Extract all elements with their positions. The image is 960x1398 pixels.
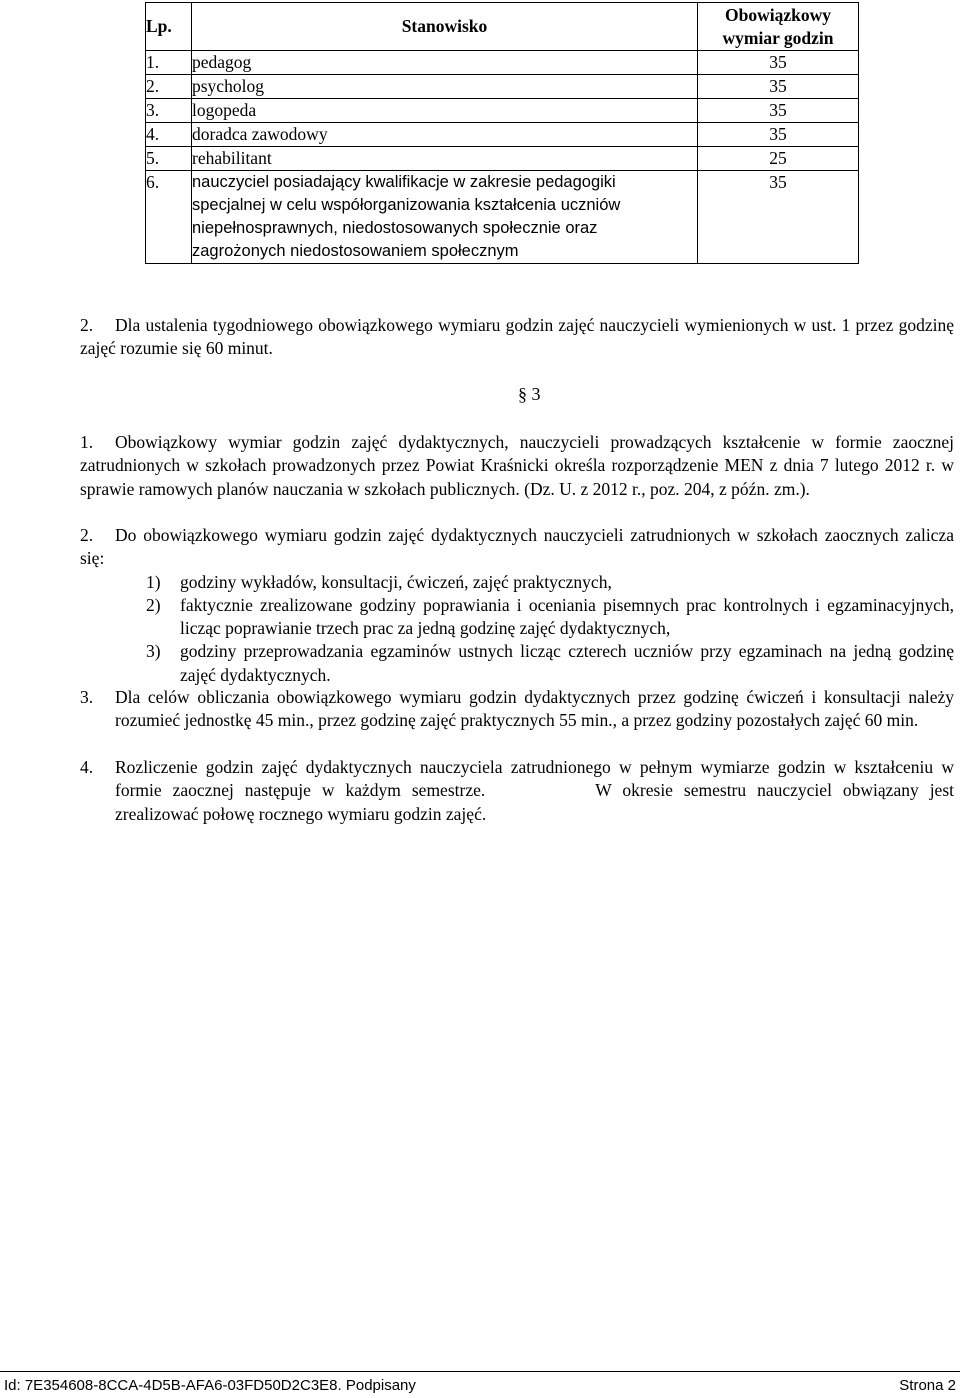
row-godziny: 35 [698,99,859,123]
table-body [146,51,859,264]
header-lp: Lp. [146,3,192,51]
section3-paragraph-2 [80,524,954,687]
list-item-number: 3) [146,641,161,662]
section3-paragraph-4 [80,756,954,826]
table-row [146,123,859,147]
paragraph-text: Dla celów obliczania obowiązkowego wymiaru godzin dydaktycznych przez godzinę ćwiczeń i konsultacji należy rozumieć jednostkę 45 min., przez godzinę zajęć praktycznych 55 min., a przez godziny pozostałych zajęć 60 min. [115,687,954,731]
section3-paragraph-1 [80,431,954,501]
row-stanowisko: rehabilitant [192,147,698,171]
footer-document-id: Id: 7E354608-8CCA-4D5B-AFA6-03FD50D2C3E8. Podpisany [4,1377,416,1394]
row-stanowisko: doradca zawodowy [192,123,698,147]
row-godziny: 35 [698,123,859,147]
row-godziny: 35 [698,171,859,264]
list-item-number: 2) [146,594,161,615]
row-stanowisko: psycholog [192,75,698,99]
section3-paragraph-3 [80,686,954,733]
row-godziny: 25 [698,147,859,171]
list-item [80,640,954,687]
header-wymiar: Obowiązkowy wymiar godzin [698,3,859,51]
table-row [146,99,859,123]
header-stanowisko: Stanowisko [192,3,698,51]
list-item [80,594,954,641]
paragraph-number: 2. [80,315,94,335]
paragraph-2-ust [80,314,954,361]
table-row [146,171,859,264]
row-lp: 5. [146,147,192,171]
paragraph-number: 3. [80,687,94,707]
paragraph-text-b: W okresie semestru nauczyciel obwiązany jest zrealizować połowę rocznego wymiaru godzin zajęć. [115,780,954,824]
paragraph-number: 4. [80,757,94,777]
paragraph-intro [80,524,954,571]
row-lp: 1. [146,51,192,75]
list-item-text: godziny przeprowadzania egzaminów ustnych licząc czterech uczniów przy egzaminach na jedną godzinę zajęć dydaktycznych. [180,641,954,685]
paragraph-text-a: Rozliczenie godzin zajęć dydaktycznych nauczyciela zatrudnionego w pełnym wymiarze godzin w kształceniu w formie zaocznej następuje w każdym semestrze. [115,757,954,801]
section-heading: § 3 [518,384,541,404]
posts-table [145,2,859,264]
footer-divider [0,1371,960,1372]
table-row [146,147,859,171]
row-godziny: 35 [698,75,859,99]
paragraph-text: Do obowiązkowego wymiaru godzin zajęć dydaktycznych nauczycieli zatrudnionych w szkołach zaocznych zalicza się: [80,525,954,569]
table-row [146,75,859,99]
list-item-number: 1) [146,571,161,592]
row-stanowisko: pedagog [192,51,698,75]
row-lp: 6. [146,171,192,264]
row-lp: 4. [146,123,192,147]
paragraph-number: 2. [80,525,94,545]
list-item [80,571,954,594]
table-header-row [146,3,859,51]
row-stanowisko: nauczyciel posiadający kwalifikacje w zakresie pedagogiki specjalnej w celu współorganizowania kształcenia uczniów niepełnosprawnych, niedostosowanych społecznie oraz zagrożonych niedostosowaniem społecznym [192,171,698,264]
list-item-text: faktycznie zrealizowane godziny poprawiania i oceniania pisemnych prac kontrolnych i egzaminacyjnych, licząc poprawianie trzech prac za jedną godzinę zajęć dydaktycznych, [180,594,954,639]
table-row [146,51,859,75]
row-stanowisko: logopeda [192,99,698,123]
list-item-text: godziny wykładów, konsultacji, ćwiczeń, zajęć praktycznych, [180,571,612,592]
footer-page-number: Strona 2 [899,1377,956,1394]
paragraph-text: Obowiązkowy wymiar godzin zajęć dydaktycznych, nauczycieli prowadzących kształcenie w formie zaocznej zatrudnionych w szkołach prowadzonych przez Powiat Kraśnicki określa rozporządzenie MEN z dnia 7 lutego 2012 r. w sprawie ramowych planów nauczania w szkołach publicznych. (Dz. U. z 2012 r., poz. 204, z późn. zm.). [80,432,954,499]
row-lp: 3. [146,99,192,123]
paragraph-text: Dla ustalenia tygodniowego obowiązkowego wymiaru godzin zajęć nauczycieli wymienionych w ust. 1 przez godzinę zajęć rozumie się 60 minut. [80,315,954,359]
paragraph-number: 1. [80,432,94,452]
row-godziny: 35 [698,51,859,75]
row-lp: 2. [146,75,192,99]
